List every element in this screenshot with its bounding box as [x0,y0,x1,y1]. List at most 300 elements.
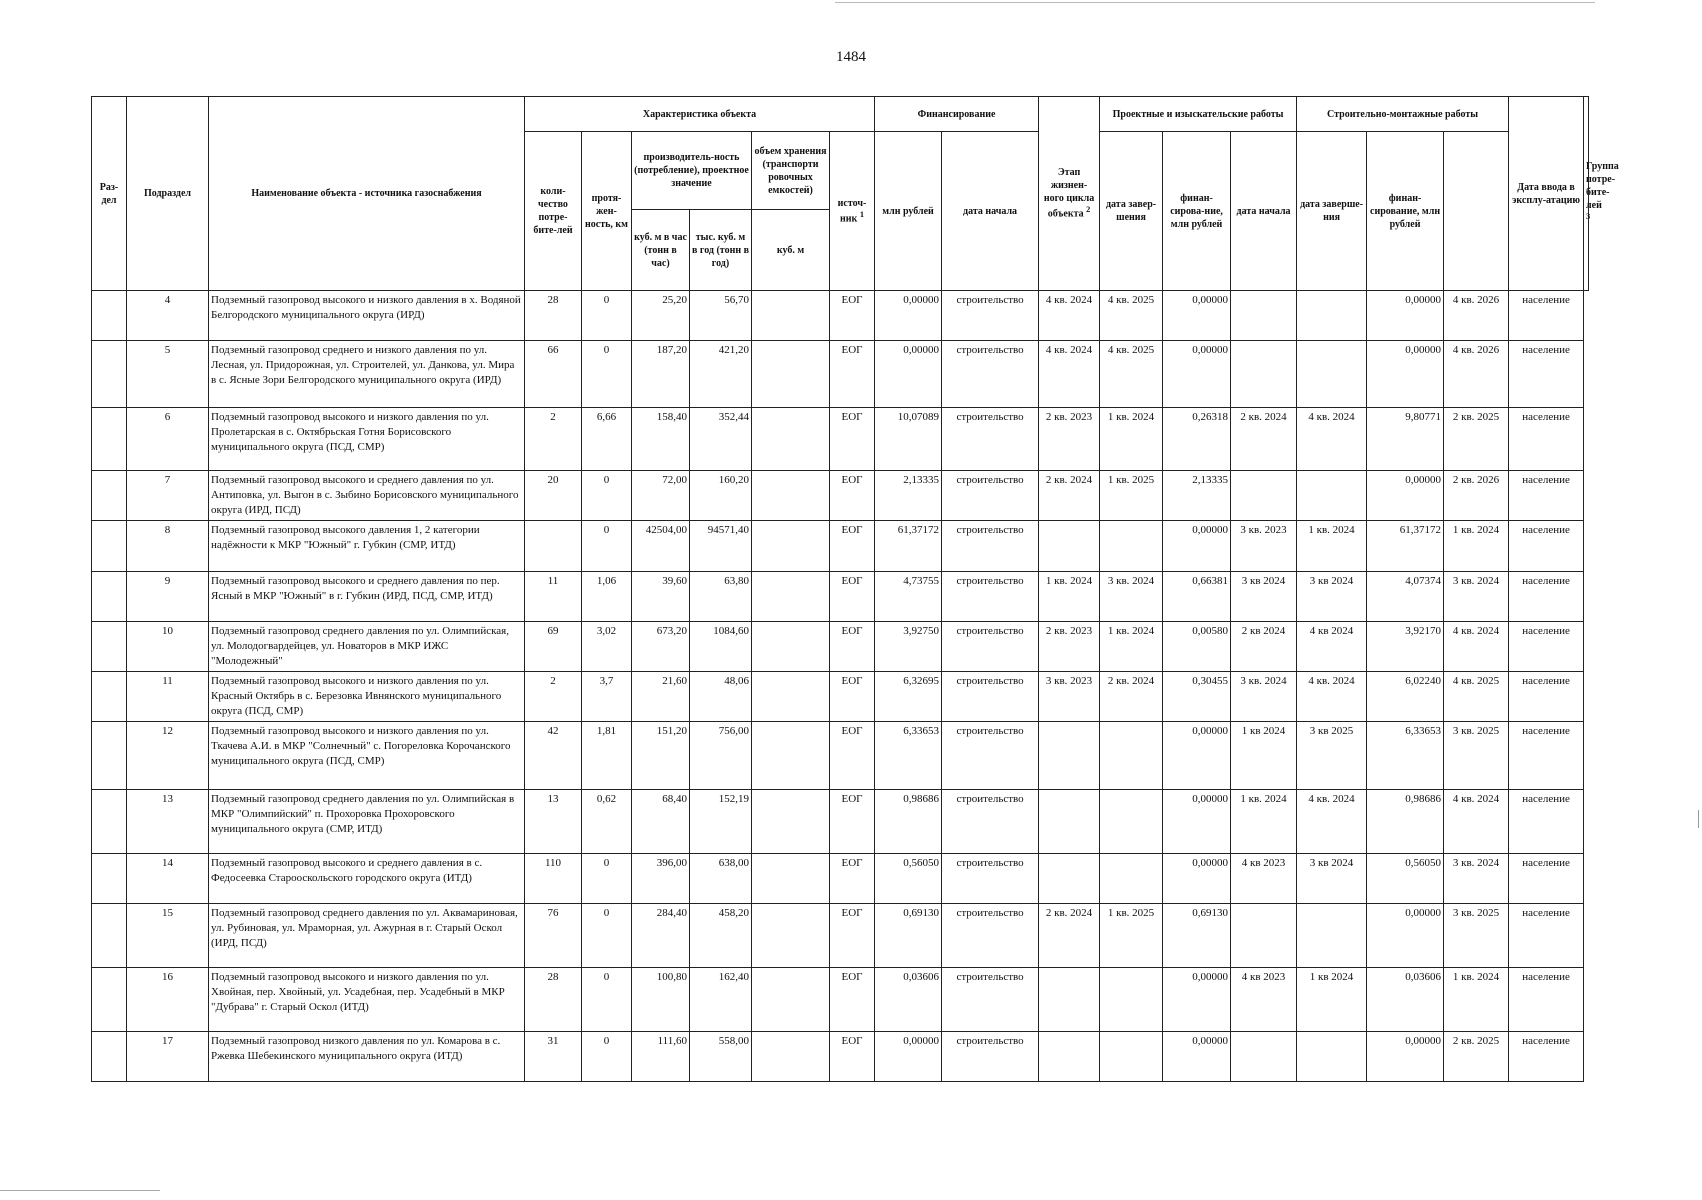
lifecycle-cell: строительство [942,1032,1039,1082]
length-cell: 0 [582,904,632,968]
length-cell: 0 [582,291,632,341]
capacity-year-cell: 94571,40 [690,521,752,572]
capacity-year-cell: 458,20 [690,904,752,968]
table-header [92,97,1619,291]
table-row [92,471,1589,521]
commission-date-cell: 4 кв. 2024 [1444,622,1509,672]
table-row [92,622,1589,672]
design-start-cell: 2 кв. 2023 [1039,408,1100,471]
storage-header: объем хранения (транспорти ровочных емкостей) [752,132,830,210]
subsection-cell: 14 [127,854,209,904]
design-end-header: дата завер-шения [1100,132,1163,291]
construction-start-cell: 2 кв. 2024 [1231,408,1297,471]
object-name-cell: Подземный газопровод высокого и низкого давления по ул. Пролетарская в с. Октябрьская Готня Борисовского муниципального округа (ПСД, СМР) [209,408,525,471]
source-cell: ЕОГ [830,572,875,622]
lifecycle-cell: строительство [942,904,1039,968]
construction-end-header: дата заверше-ния [1297,132,1367,291]
design-works-header: Проектные и изыскательские работы [1100,97,1297,132]
source-note: 1 [859,209,864,219]
construction-financing-cell: 6,02240 [1367,672,1444,722]
design-end-cell: 1 кв. 2024 [1100,408,1163,471]
capacity-year-header: тыс. куб. м в год (тонн в год) [690,210,752,291]
consumer-count-cell: 110 [525,854,582,904]
length-cell: 6,66 [582,408,632,471]
source-cell: ЕОГ [830,904,875,968]
table-row [92,854,1589,904]
construction-end-cell [1297,471,1367,521]
financing-cell: 10,07089 [875,408,942,471]
object-name-cell: Подземный газопровод высокого давления 1, 2 категории надёжности к МКР "Южный" г. Губкин (СМР, ИТД) [209,521,525,572]
subsection-cell: 16 [127,968,209,1032]
financing-cell: 2,13335 [875,471,942,521]
subsection-cell: 6 [127,408,209,471]
lifecycle-cell: строительство [942,291,1039,341]
design-start-cell [1039,1032,1100,1082]
design-end-cell: 2 кв. 2024 [1100,672,1163,722]
construction-financing-cell: 0,00000 [1367,904,1444,968]
consumer-count-cell: 69 [525,622,582,672]
capacity-year-cell: 756,00 [690,722,752,790]
construction-financing-cell: 0,00000 [1367,291,1444,341]
table-body [92,291,1589,1082]
section-cell [92,854,127,904]
section-cell [92,291,127,341]
object-name-cell: Подземный газопровод высокого и среднего давления в с. Федосеевка Старооскольского городского округа (ИТД) [209,854,525,904]
construction-start-cell: 3 кв. 2024 [1231,672,1297,722]
design-start-cell: 2 кв. 2024 [1039,471,1100,521]
table-row [92,572,1589,622]
construction-end-cell: 4 кв. 2024 [1297,790,1367,854]
commission-date-cell: 3 кв. 2024 [1444,572,1509,622]
storage-cell [752,790,830,854]
capacity-hour-cell: 100,80 [632,968,690,1032]
design-start-cell [1039,722,1100,790]
storage-cell [752,622,830,672]
design-end-cell [1100,521,1163,572]
lifecycle-cell: строительство [942,854,1039,904]
design-financing-cell: 0,00000 [1163,521,1231,572]
financing-cell: 0,69130 [875,904,942,968]
design-end-cell [1100,790,1163,854]
construction-start-cell [1231,1032,1297,1082]
consumer-group-cell: население [1509,968,1584,1032]
financing-cell: 0,03606 [875,968,942,1032]
construction-start-cell: 1 кв. 2024 [1231,790,1297,854]
object-characteristics-header: Характеристика объекта [525,97,875,132]
table-row [92,968,1589,1032]
storage-cell [752,722,830,790]
length-cell: 0 [582,968,632,1032]
lifecycle-cell: строительство [942,471,1039,521]
design-financing-cell: 0,00000 [1163,790,1231,854]
financing-cell: 4,73755 [875,572,942,622]
length-cell: 0 [582,1032,632,1082]
financing-cell: 3,92750 [875,622,942,672]
commission-date-cell: 2 кв. 2026 [1444,471,1509,521]
design-start-header: дата начала [942,132,1039,291]
design-financing-cell: 0,00000 [1163,968,1231,1032]
length-cell: 0 [582,854,632,904]
subsection-cell: 15 [127,904,209,968]
storage-cell [752,408,830,471]
table-row [92,291,1589,341]
consumer-group-note: 3 [1586,211,1591,221]
financing-cell: 6,32695 [875,672,942,722]
capacity-year-cell: 56,70 [690,291,752,341]
design-start-cell: 1 кв. 2024 [1039,572,1100,622]
storage-cell [752,854,830,904]
construction-financing-cell: 0,00000 [1367,471,1444,521]
design-end-cell: 4 кв. 2025 [1100,341,1163,408]
capacity-header: производитель-ность (потребление), проектное значение [632,132,752,210]
financing-cell: 61,37172 [875,521,942,572]
capacity-hour-cell: 151,20 [632,722,690,790]
source-cell: ЕОГ [830,672,875,722]
construction-end-cell: 3 кв 2024 [1297,572,1367,622]
consumer-count-cell: 76 [525,904,582,968]
financing-cell: 0,00000 [875,1032,942,1082]
length-cell: 0 [582,341,632,408]
commission-date-cell: 1 кв. 2024 [1444,521,1509,572]
subsection-cell: 4 [127,291,209,341]
design-financing-cell: 0,00000 [1163,341,1231,408]
section-cell [92,790,127,854]
object-name-cell: Подземный газопровод среднего давления по ул. Олимпийская, ул. Молодогвардейцев, ул. Новаторов в МКР ИЖС "Молодежный" [209,622,525,672]
object-name-cell: Подземный газопровод высокого и низкого давления по ул. Красный Октябрь в с. Березовка Ивнянского муниципального округа (ПСД, СМР) [209,672,525,722]
capacity-year-cell: 162,40 [690,968,752,1032]
capacity-hour-cell: 42504,00 [632,521,690,572]
object-name-cell: Подземный газопровод высокого и низкого давления в х. Водяной Белгородского муниципального округа (ИРД) [209,291,525,341]
design-financing-cell: 0,00000 [1163,291,1231,341]
subsection-cell: 9 [127,572,209,622]
construction-financing-cell: 4,07374 [1367,572,1444,622]
object-name-cell: Подземный газопровод высокого и среднего давления по пер. Ясный в МКР "Южный" в г. Губкин (ИРД, ПСД, СМР, ИТД) [209,572,525,622]
design-financing-cell: 0,66381 [1163,572,1231,622]
object-name-cell: Подземный газопровод среднего давления по ул. Аквамариновая, ул. Рубиновая, ул. Мраморная, ул. Ажурная в г. Старый Оскол (ИРД, ПСД) [209,904,525,968]
consumer-group-cell: население [1509,904,1584,968]
design-end-cell: 1 кв. 2025 [1100,904,1163,968]
capacity-hour-cell: 187,20 [632,341,690,408]
storage-cell [752,572,830,622]
commission-date-cell: 3 кв. 2024 [1444,854,1509,904]
construction-financing-cell: 0,56050 [1367,854,1444,904]
construction-start-cell [1231,471,1297,521]
design-start-cell: 4 кв. 2024 [1039,291,1100,341]
design-financing-cell: 0,30455 [1163,672,1231,722]
construction-financing-cell: 0,03606 [1367,968,1444,1032]
capacity-hour-cell: 68,40 [632,790,690,854]
length-header: протя-жен-ность, км [582,132,632,291]
consumer-group-cell: население [1509,572,1584,622]
capacity-hour-cell: 396,00 [632,854,690,904]
construction-start-cell: 2 кв 2024 [1231,622,1297,672]
storage-unit-header: куб. м [752,210,830,291]
capacity-year-cell: 63,80 [690,572,752,622]
commission-date-cell: 3 кв. 2025 [1444,722,1509,790]
table-row [92,408,1589,471]
consumer-count-cell: 28 [525,968,582,1032]
subsection-cell: 5 [127,341,209,408]
consumer-count-cell: 20 [525,471,582,521]
construction-start-cell: 3 кв. 2023 [1231,521,1297,572]
design-start-cell: 3 кв. 2023 [1039,672,1100,722]
financing-cell: 0,00000 [875,341,942,408]
consumer-count-cell: 2 [525,408,582,471]
financing-mln-header: млн рублей [875,132,942,291]
consumer-count-cell: 42 [525,722,582,790]
consumer-group-cell: население [1509,672,1584,722]
consumer-group-cell: население [1509,790,1584,854]
length-cell: 0 [582,471,632,521]
financing-cell: 0,98686 [875,790,942,854]
section-cell [92,521,127,572]
construction-end-cell: 4 кв. 2024 [1297,672,1367,722]
design-financing-cell: 0,00580 [1163,622,1231,672]
section-cell [92,722,127,790]
storage-cell [752,968,830,1032]
construction-financing-cell: 6,33653 [1367,722,1444,790]
construction-end-cell: 3 кв 2025 [1297,722,1367,790]
capacity-year-cell: 152,19 [690,790,752,854]
object-name-cell: Подземный газопровод высокого и среднего давления по ул. Антиповка, ул. Выгон в с. Зыбино Борисовского муниципального округа (ИРД, ПСД) [209,471,525,521]
lifecycle-cell: строительство [942,722,1039,790]
design-financing-cell: 2,13335 [1163,471,1231,521]
source-cell: ЕОГ [830,968,875,1032]
capacity-year-cell: 352,44 [690,408,752,471]
consumer-count-cell: 11 [525,572,582,622]
capacity-hour-cell: 39,60 [632,572,690,622]
construction-end-cell [1297,904,1367,968]
subsection-cell: 11 [127,672,209,722]
consumer-count-cell [525,521,582,572]
design-financing-cell: 0,00000 [1163,722,1231,790]
source-cell: ЕОГ [830,1032,875,1082]
design-end-cell: 3 кв. 2024 [1100,572,1163,622]
table-row [92,722,1589,790]
capacity-hour-header: куб. м в час (тонн в час) [632,210,690,291]
length-cell: 1,06 [582,572,632,622]
financing-cell: 0,56050 [875,854,942,904]
design-start-cell [1039,854,1100,904]
capacity-hour-cell: 21,60 [632,672,690,722]
table-row [92,1032,1589,1082]
section-cell [92,904,127,968]
gas-supply-objects-table [91,96,1619,1082]
consumer-count-cell: 28 [525,291,582,341]
storage-cell [752,341,830,408]
capacity-hour-cell: 673,20 [632,622,690,672]
construction-end-cell [1297,1032,1367,1082]
subsection-cell: 13 [127,790,209,854]
subsection-cell: 8 [127,521,209,572]
section-cell [92,572,127,622]
design-financing-header: финан-сирова-ние, млн рублей [1163,132,1231,291]
construction-financing-cell: 0,00000 [1367,341,1444,408]
page-number: 1484 [836,49,866,65]
construction-financing-cell: 0,98686 [1367,790,1444,854]
table-row [92,341,1589,408]
consumer-group-cell: население [1509,722,1584,790]
commission-date-cell: 4 кв. 2024 [1444,790,1509,854]
construction-financing-cell: 9,80771 [1367,408,1444,471]
consumer-count-cell: 31 [525,1032,582,1082]
construction-works-header: Строительно-монтажные работы [1297,97,1509,132]
subsection-cell: 12 [127,722,209,790]
consumer-group-cell: население [1509,408,1584,471]
length-cell: 3,7 [582,672,632,722]
consumer-count-cell: 66 [525,341,582,408]
table-row [92,521,1589,572]
subsection-cell: 10 [127,622,209,672]
section-cell [92,471,127,521]
scan-edge-line [835,2,1595,3]
capacity-hour-cell: 284,40 [632,904,690,968]
construction-start-cell: 3 кв 2024 [1231,572,1297,622]
capacity-hour-cell: 158,40 [632,408,690,471]
commission-date-cell: 2 кв. 2025 [1444,1032,1509,1082]
lifecycle-header: Этап жизнен-ного цикла объекта $^2$ [1039,97,1100,291]
consumer-count-header: коли-чество потре-бите-лей [525,132,582,291]
object-name-cell: Подземный газопровод высокого и низкого давления по ул. Хвойная, пер. Хвойный, ул. Усадебная, пер. Усадебный в МКР "Дубрава" г. Старый Оскол (ИТД) [209,968,525,1032]
scan-edge-mark [1698,810,1699,828]
object-name-cell: Подземный газопровод среднего и низкого давления по ул. Лесная, ул. Придорожная, ул. Строителей, ул. Данкова, ул. Мира в с. Ясные Зори Белгородского муниципального округа (ИРД) [209,341,525,408]
design-start-cell [1039,521,1100,572]
capacity-hour-cell: 111,60 [632,1032,690,1082]
lifecycle-cell: строительство [942,622,1039,672]
consumer-count-cell: 13 [525,790,582,854]
design-end-cell [1100,854,1163,904]
section-cell [92,341,127,408]
lifecycle-cell: строительство [942,672,1039,722]
construction-start-cell [1231,291,1297,341]
section-cell [92,968,127,1032]
length-cell: 0,62 [582,790,632,854]
commission-date-cell: 4 кв. 2025 [1444,672,1509,722]
table-row [92,790,1589,854]
construction-start-cell [1231,341,1297,408]
lifecycle-cell: строительство [942,408,1039,471]
capacity-hour-cell: 25,20 [632,291,690,341]
source-cell: ЕОГ [830,521,875,572]
storage-cell [752,904,830,968]
design-start-cell [1039,790,1100,854]
section-cell [92,622,127,672]
storage-cell [752,521,830,572]
scan-edge-line-bottom [0,1190,160,1191]
consumer-group-cell: население [1509,291,1584,341]
construction-financing-cell: 0,00000 [1367,1032,1444,1082]
construction-end-cell [1297,341,1367,408]
construction-financing-cell: 3,92170 [1367,622,1444,672]
capacity-year-cell: 160,20 [690,471,752,521]
construction-financing-header: финан-сирование, млн рублей [1367,132,1444,291]
construction-end-cell: 4 кв 2024 [1297,622,1367,672]
design-end-cell: 1 кв. 2024 [1100,622,1163,672]
subsection-cell: 7 [127,471,209,521]
source-header: источ-ник $^1$ [830,132,875,291]
commission-date-cell: 4 кв. 2026 [1444,341,1509,408]
section-cell [92,672,127,722]
design-financing-cell: 0,69130 [1163,904,1231,968]
lifecycle-cell: строительство [942,790,1039,854]
storage-cell [752,672,830,722]
source-cell: ЕОГ [830,471,875,521]
capacity-year-cell: 1084,60 [690,622,752,672]
source-cell: ЕОГ [830,341,875,408]
length-cell: 0 [582,521,632,572]
construction-end-cell [1297,291,1367,341]
construction-start-cell [1231,904,1297,968]
construction-start-header: дата начала [1231,132,1297,291]
commission-date-cell: 4 кв. 2026 [1444,291,1509,341]
financing-cell: 0,00000 [875,291,942,341]
section-header: Раз-дел [92,97,127,291]
lifecycle-cell: строительство [942,572,1039,622]
consumer-count-cell: 2 [525,672,582,722]
storage-cell [752,1032,830,1082]
subsection-cell: 17 [127,1032,209,1082]
consumer-group-header: Группа потре-бите-лей $^3$ [1584,97,1589,291]
length-cell: 3,02 [582,622,632,672]
design-financing-cell: 0,26318 [1163,408,1231,471]
consumer-group-cell: население [1509,1032,1584,1082]
lifecycle-cell: строительство [942,341,1039,408]
design-start-cell: 2 кв. 2024 [1039,904,1100,968]
design-end-cell: 4 кв. 2025 [1100,291,1163,341]
consumer-group-cell: население [1509,854,1584,904]
construction-financing-cell: 61,37172 [1367,521,1444,572]
source-cell: ЕОГ [830,722,875,790]
source-cell: ЕОГ [830,854,875,904]
design-end-cell [1100,722,1163,790]
construction-end-cell: 4 кв. 2024 [1297,408,1367,471]
source-cell: ЕОГ [830,622,875,672]
capacity-year-cell: 48,06 [690,672,752,722]
lifecycle-cell: строительство [942,521,1039,572]
financing-cell: 6,33653 [875,722,942,790]
storage-cell [752,471,830,521]
capacity-year-cell: 421,20 [690,341,752,408]
consumer-group-cell: население [1509,341,1584,408]
commission-date-cell: 1 кв. 2024 [1444,968,1509,1032]
design-end-cell: 1 кв. 2025 [1100,471,1163,521]
lifecycle-note: 2 [1086,205,1091,215]
construction-end-cell: 1 кв 2024 [1297,968,1367,1032]
construction-start-cell: 4 кв 2023 [1231,854,1297,904]
construction-end-cell: 1 кв. 2024 [1297,521,1367,572]
construction-start-cell: 4 кв 2023 [1231,968,1297,1032]
object-name-cell: Подземный газопровод низкого давления по ул. Комарова в с. Ржевка Шебекинского муниципального округа (ИТД) [209,1032,525,1082]
financing-header: Финансирование [875,97,1039,132]
object-name-cell: Подземный газопровод среднего давления по ул. Олимпийская в МКР "Олимпийский" п. Прохоровка Прохоровского муниципального округа (СМР, ИТД) [209,790,525,854]
design-financing-cell: 0,00000 [1163,1032,1231,1082]
subsection-header: Подраздел [127,97,209,291]
capacity-hour-cell: 72,00 [632,471,690,521]
lifecycle-cell: строительство [942,968,1039,1032]
construction-end-cell: 3 кв 2024 [1297,854,1367,904]
design-start-cell: 2 кв. 2023 [1039,622,1100,672]
commission-date-cell: 3 кв. 2025 [1444,904,1509,968]
design-financing-cell: 0,00000 [1163,854,1231,904]
section-cell [92,408,127,471]
design-end-cell [1100,1032,1163,1082]
consumer-group-cell: население [1509,622,1584,672]
capacity-year-cell: 638,00 [690,854,752,904]
object-name-cell: Подземный газопровод высокого и низкого давления по ул. Ткачева А.И. в МКР "Солнечный" с. Погореловка Корочанского муниципального округа (ПСД, СМР) [209,722,525,790]
construction-start-cell: 1 кв 2024 [1231,722,1297,790]
commission-date-cell: 2 кв. 2025 [1444,408,1509,471]
consumer-group-cell: население [1509,471,1584,521]
